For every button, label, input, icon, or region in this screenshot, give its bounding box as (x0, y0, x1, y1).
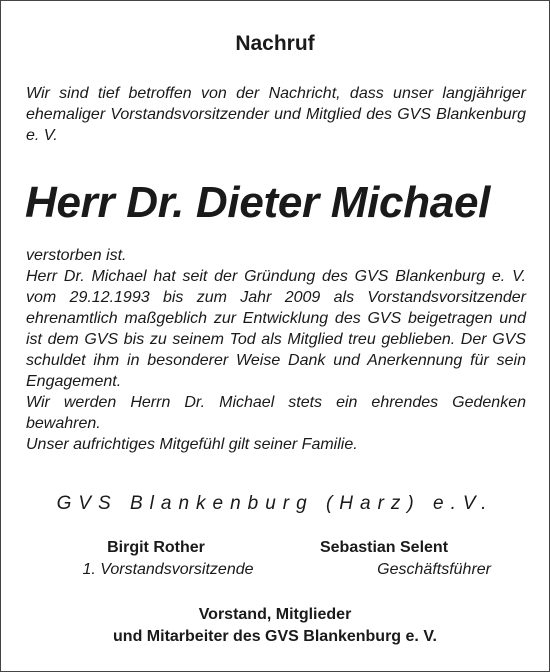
body-paragraph-condolence: Unser aufrichtiges Mitgefühl gilt seiner Familie. (26, 436, 358, 453)
body-paragraph-career: Herr Dr. Michael hat seit der Gründung des GVS Blankenburg e. V. vom 29.12.1993 bis zum Jahr 2009 als Vorstandsvorsitzender ehrenamtlich maßgeblich zur Entwicklung des GVS beigetragen und ist dem GVS bis zu seinem Tod als Mitglied treu geblieben. Der GVS schuldet ihm in besonderer Weise Dank und Anerkennung für sein Engagement. (26, 268, 526, 390)
signatory-manager (273, 537, 503, 581)
body-line-passed: verstorben ist. (26, 247, 127, 264)
footer-line-1: Vorstand, Mitglieder (198, 606, 352, 623)
body-text (26, 245, 526, 455)
deceased-name: Herr Dr. Dieter Michael (25, 178, 491, 227)
intro-paragraph (26, 83, 526, 146)
signatory-name: Sebastian Selent (319, 539, 449, 556)
signatory-role: 1. Vorstandsvorsitzende (82, 561, 254, 578)
signatory-name: Birgit Rother (107, 539, 205, 556)
notice-heading: Nachruf (235, 32, 315, 55)
body-paragraph-remembrance: Wir werden Herrn Dr. Michael stets ein ehrendes Gedenken bewahren. (26, 394, 526, 432)
signatory-role: Geschäftsführer (377, 561, 491, 578)
footer-line-2: und Mitarbeiter des GVS Blankenburg e. V. (113, 628, 437, 645)
organization-name: GVS Blankenburg (Harz) e.V. (56, 493, 494, 514)
intro-text: Wir sind tief betroffen von der Nachricht, dass unser langjähriger ehemaliger Vorstandsvorsitzender und Mitglied des GVS Blankenburg e. V. (26, 85, 526, 144)
footer-sender (1, 604, 549, 648)
signatory-chair (41, 537, 271, 581)
